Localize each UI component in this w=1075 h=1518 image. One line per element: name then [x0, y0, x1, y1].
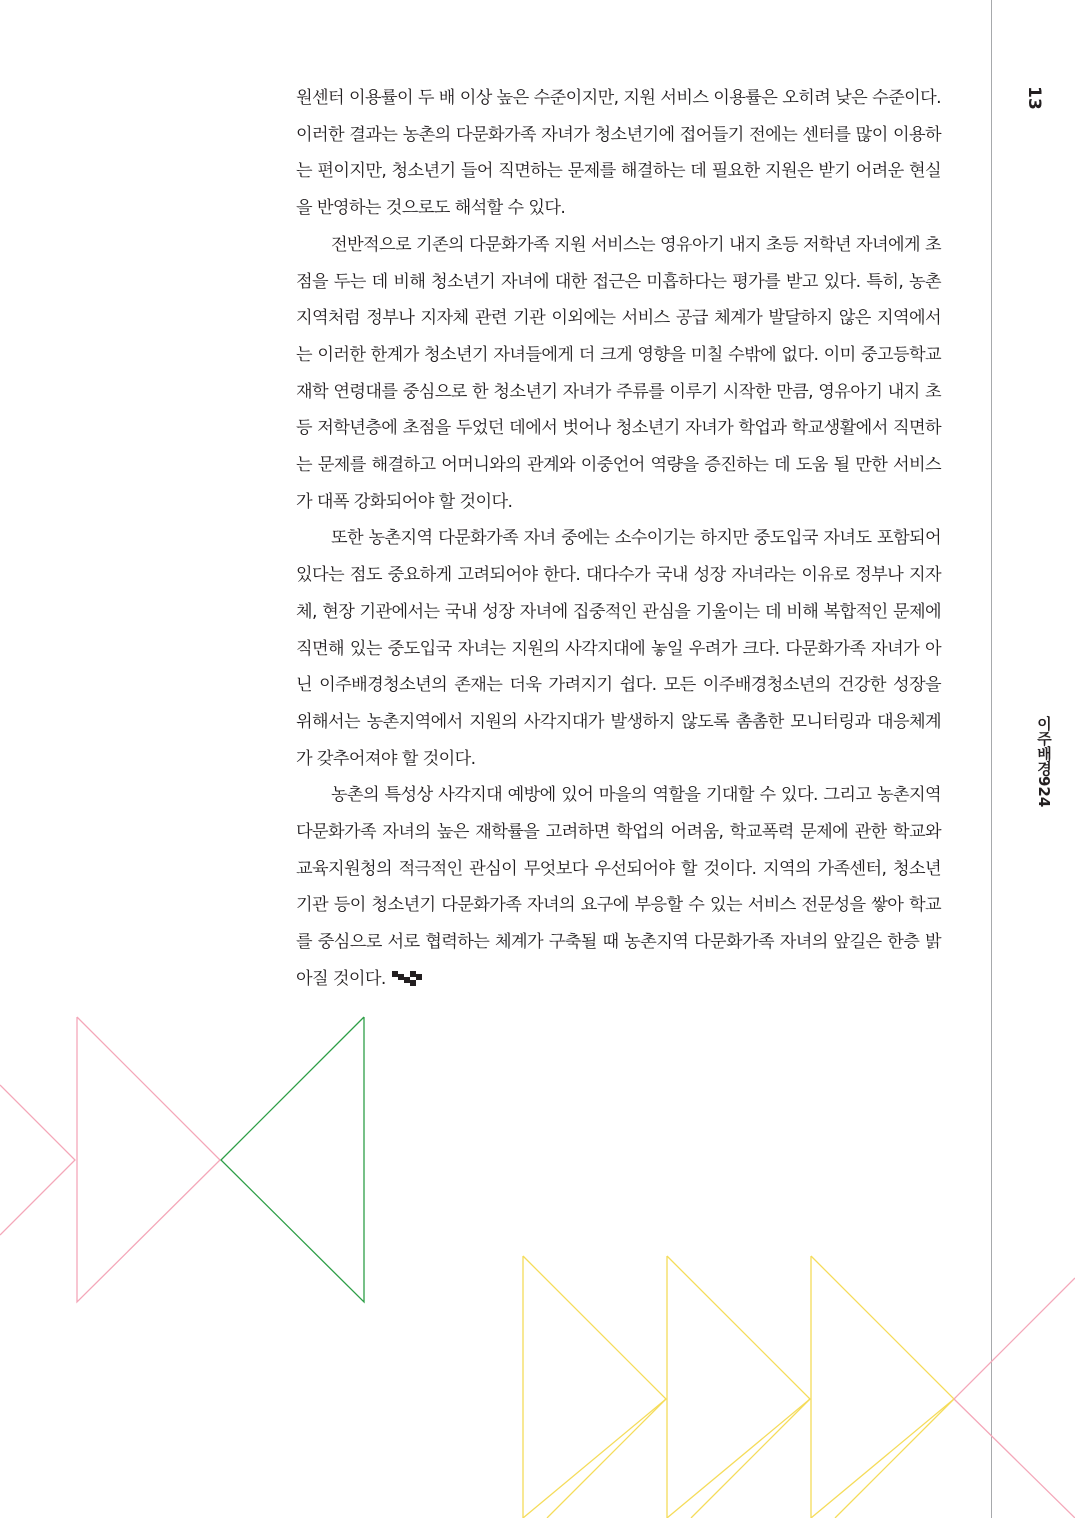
paragraph-text: 농촌의 특성상 사각지대 예방에 있어 마을의 역할을 기대할 수 있다. 그리고 농촌지역 다문화가족 자녀의 높은 재학률을 고려하면 학업의 어려움, 학교폭력 문제에 관한 학교와 교육지원청의 적극적인 관심이 무엇보다 우선되어야 할 것이다. 지역의 가족센터, 청소년기관 등이 청소년기 다문화가족 자녀의 요구에 부응할 수 있는 서비스 전문성을 쌓아 학교를 중심으로 서로 협력하는 체계가 구축될 때 농촌지역 다문화가족 자녀의 앞길은 한층 밝아질 것이다.	[296, 785, 941, 989]
pink-chevron-shape	[0, 1085, 75, 1235]
paragraph: 원센터 이용률이 두 배 이상 높은 수준이지만, 지원 서비스 이용률은 오히려 낮은 수준이다. 이러한 결과는 농촌의 다문화가족 자녀가 청소년기에 접어들기 전에는 센터를 많이 이용하는 편이지만, 청소년기 들어 직면하는 문제를 해결하는 데 필요한 지원은 받기 어려운 현실을 반영하는 것으로도 해석할 수 있다.	[296, 88, 941, 219]
green-triangle-shape	[221, 1017, 364, 1302]
page-number: 13	[1024, 86, 1044, 110]
pink-diagonal-line	[954, 1278, 1075, 1399]
yellow-triangle-edge	[691, 1399, 810, 1518]
yellow-triangle-edge	[547, 1399, 666, 1518]
article-body	[296, 80, 941, 998]
pink-diagonal-line	[954, 1399, 1075, 1518]
pink-triangle-shape	[77, 1017, 220, 1302]
yellow-triangle-shape	[667, 1256, 810, 1518]
yellow-triangle-edge	[835, 1399, 954, 1518]
side-section-title: 이주배경924	[1035, 716, 1053, 808]
yellow-triangle-shape	[523, 1256, 666, 1518]
paragraph	[296, 777, 941, 997]
pixel-end-mark-icon	[392, 969, 424, 987]
yellow-triangle-shape	[811, 1256, 954, 1518]
page-divider-line	[991, 0, 992, 1518]
paragraph: 또한 농촌지역 다문화가족 자녀 중에는 소수이기는 하지만 중도입국 자녀도 포함되어 있다는 점도 중요하게 고려되어야 한다. 대다수가 국내 성장 자녀라는 이유로 정부나 지자체, 현장 기관에서는 국내 성장 자녀에 집중적인 관심을 기울이는 데 비해 복합적인 문제에 직면해 있는 중도입국 자녀는 지원의 사각지대에 놓일 우려가 크다. 다문화가족 자녀가 아닌 이주배경청소년의 존재는 더욱 가려지기 쉽다. 모든 이주배경청소년의 건강한 성장을 위해서는 농촌지역에서 지원의 사각지대가 발생하지 않도록 촘촘한 모니터링과 대응체계가 갖추어져야 할 것이다.	[296, 528, 941, 769]
paragraph: 전반적으로 기존의 다문화가족 지원 서비스는 영유아기 내지 초등 저학년 자녀에게 초점을 두는 데 비해 청소년기 자녀에 대한 접근은 미흡하다는 평가를 받고 있다. 특히, 농촌지역처럼 정부나 지자체 관련 기관 이외에는 서비스 공급 체계가 발달하지 않은 지역에서는 이러한 한계가 청소년기 자녀들에게 더 크게 영향을 미칠 수밖에 없다. 이미 중고등학교 재학 연령대를 중심으로 한 청소년기 자녀가 주류를 이루기 시작한 만큼, 영유아기 내지 초등 저학년층에 초점을 두었던 데에서 벗어나 청소년기 자녀가 학업과 학교생활에서 직면하는 문제를 해결하고 어머니와의 관계와 이중언어 역량을 증진하는 데 도움 될 만한 서비스가 대폭 강화되어야 할 것이다.	[296, 234, 941, 512]
